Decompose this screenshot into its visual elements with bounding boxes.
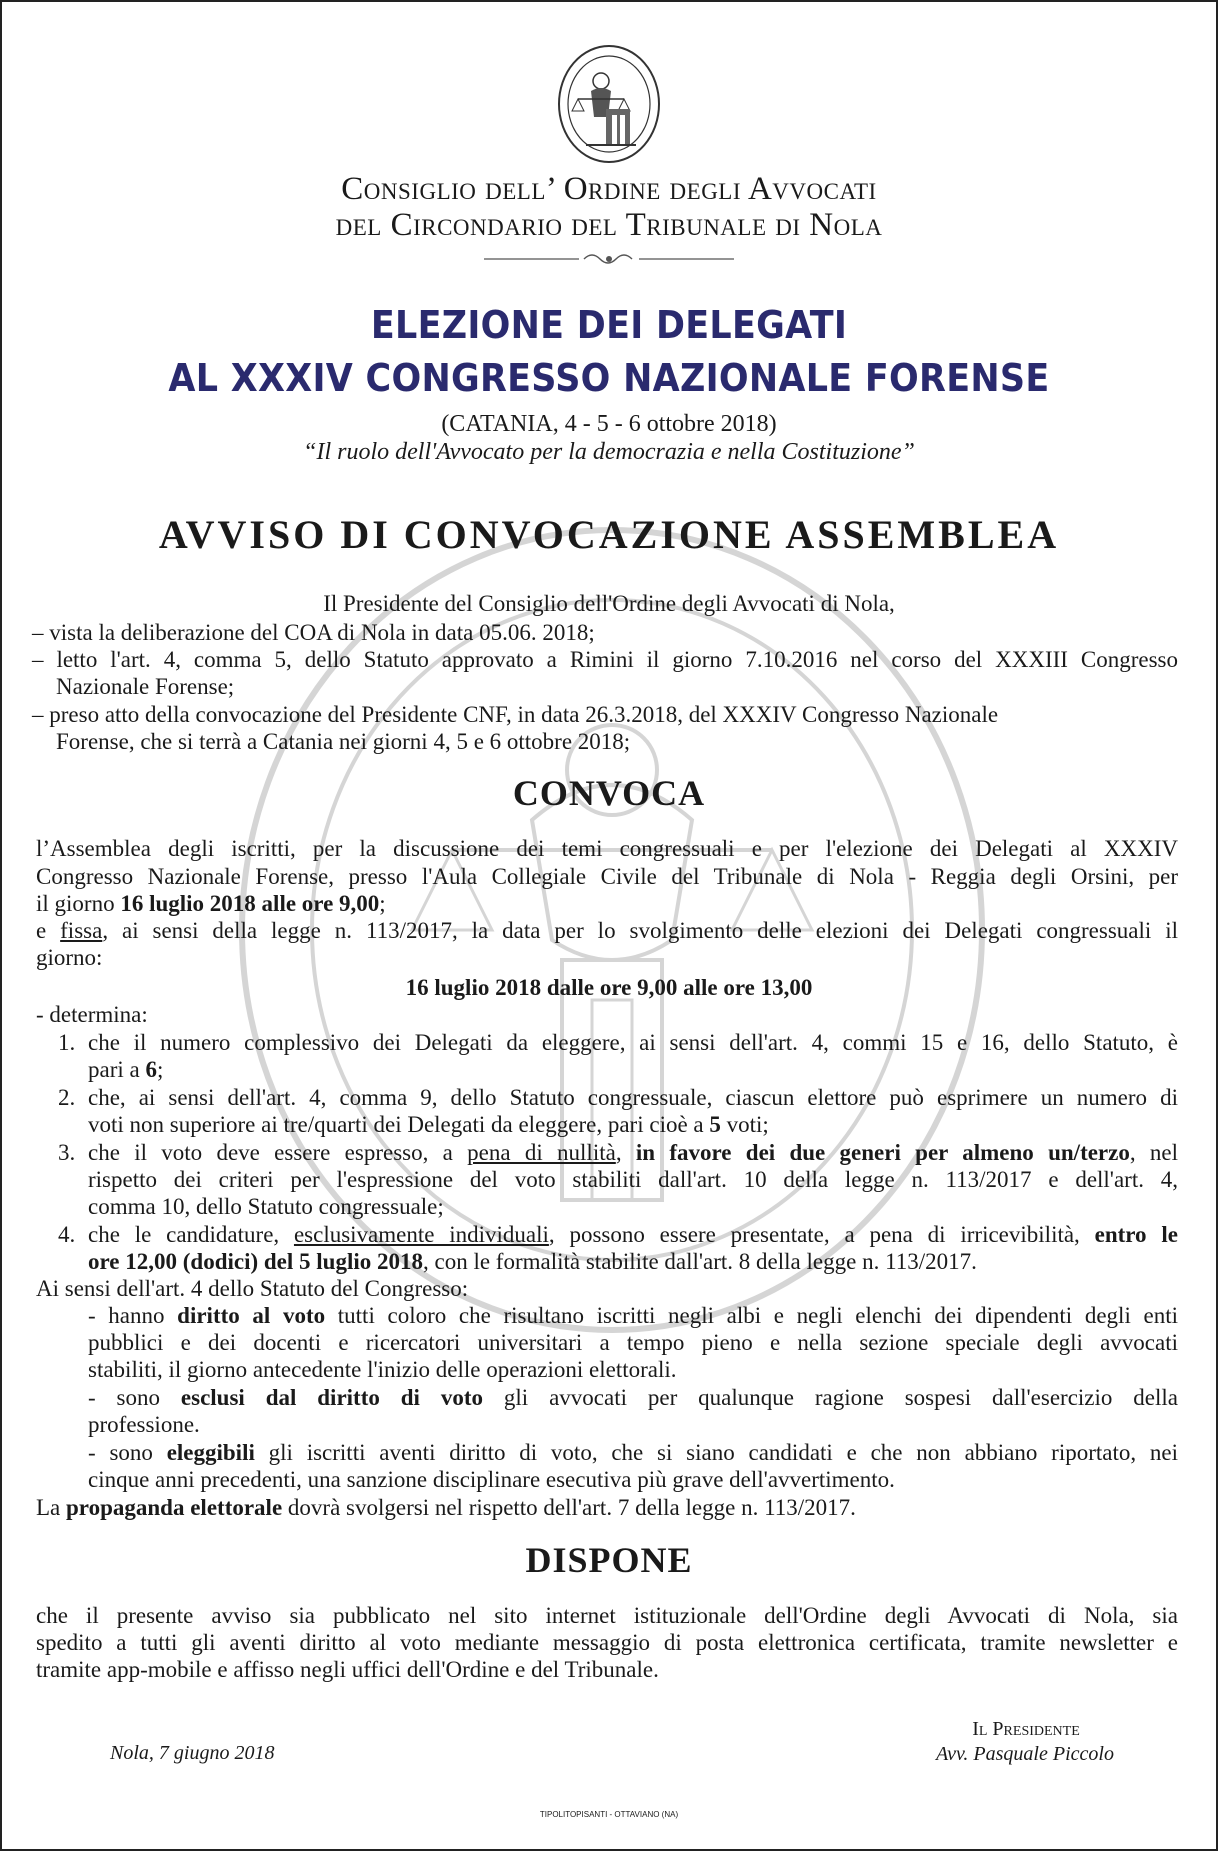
statuto-s3a: - sono eleggibili gli iscritti aventi diritto di voto, che si siano candidati e che non abbiano riportato, nei	[88, 1440, 1178, 1465]
convoca-p2a: e fissa, ai sensi della legge n. 113/2017, la data per lo svolgimento delle elezioni dei Delegati congressuali il	[36, 918, 1178, 943]
avviso-heading: AVVISO DI CONVOCAZIONE ASSEMBLEA	[158, 512, 1060, 557]
statuto-s2b: professione.	[88, 1412, 200, 1437]
statuto-s2a: - sono esclusi dal diritto di voto gli avvocati per qualunque ragione sospesi dall'esercizio della	[88, 1385, 1178, 1410]
ornament-divider	[484, 250, 734, 268]
item-1-line-a: che il numero complessivo dei Delegati da eleggere, ai sensi dell'art. 4, commi 15 e 16, dello Statuto, è	[88, 1030, 1178, 1055]
title-line-2: AL XXXIV CONGRESSO NAZIONALE FORENSE	[168, 356, 1050, 400]
printer-credit: TIPOLITOPISANTI - OTTAVIANO (NA)	[539, 1810, 679, 1819]
statuto-s1c: stabiliti, il giorno antecedente l'inizio delle operazioni elettorali.	[88, 1357, 677, 1382]
statuto-lead: Ai sensi dell'art. 4 dello Statuto del Congresso:	[36, 1276, 469, 1301]
convoca-heading: CONVOCA	[512, 773, 706, 813]
dispone-line-3: tramite app-mobile e affisso negli uffici dell'Ordine e del Tribunale.	[36, 1657, 659, 1682]
item-4-line-a: che le candidature, esclusivamente individuali, possono essere presentate, a pena di irricevibilità, entro le	[88, 1222, 1178, 1247]
item-2-line-b: voti non superiore ai tre/quarti dei Delegati da eleggere, pari cioè a 5 voti;	[88, 1112, 769, 1137]
convoca-p1a: l’Assemblea degli iscritti, per la discussione dei temi congressuali e per l'elezione dei Delegati al XXXIV	[36, 836, 1178, 861]
convoca-p1b: Congresso Nazionale Forense, presso l'Aula Collegiale Civile del Tribunale di Nola - Reggia degli Orsini, per	[36, 864, 1178, 889]
item-4-number: 4.	[58, 1222, 76, 1247]
intro-lead: Il Presidente del Consiglio dell'Ordine degli Avvocati di Nola,	[323, 591, 895, 616]
seal-logo	[556, 43, 662, 165]
item-4-line-b: ore 12,00 (dodici) del 5 luglio 2018, con le formalità stabilite dall'art. 8 della legge n. 113/2017.	[88, 1249, 977, 1274]
signature-name: Avv. Pasquale Piccolo	[936, 1743, 1114, 1765]
item-2-line-a: che, ai sensi dell'art. 4, comma 9, dello Statuto congressuale, ciascun elettore può esprimere un numero di	[88, 1085, 1178, 1110]
item-1-line-b: pari a 6;	[88, 1057, 164, 1082]
header-line-2: del Circondario del Tribunale di Nola	[335, 207, 883, 243]
determina-label: - determina:	[36, 1002, 148, 1027]
item-3-line-c: comma 10, dello Statuto congressuale;	[88, 1194, 444, 1219]
event-motto: “Il ruolo dell'Avvocato per la democrazia e nella Costituzione”	[303, 439, 915, 465]
intro-item-1: – vista la deliberazione del COA di Nola in data 05.06. 2018;	[32, 620, 595, 645]
statuto-s1a: - hanno diritto al voto tutti coloro che risultano iscritti negli albi e negli elenchi dei dipendenti degli enti	[88, 1303, 1178, 1328]
dispone-line-2: spedito a tutti gli aventi diritto al voto mediante messaggio di posta elettronica certificata, tramite newsletter e	[36, 1630, 1178, 1655]
item-3-line-a: che il voto deve essere espresso, a pena di nullità, in favore dei due generi per almeno un/terzo, nel	[88, 1140, 1179, 1165]
intro-item-2a: – letto l'art. 4, comma 5, dello Statuto approvato a Rimini il giorno 7.10.2016 nel corso del XXXIII Congresso	[32, 647, 1178, 672]
item-3-number: 3.	[58, 1140, 76, 1165]
item-2-number: 2.	[58, 1085, 76, 1110]
place-date: Nola, 7 giugno 2018	[110, 1742, 275, 1764]
convoca-p1c: il giorno 16 luglio 2018 alle ore 9,00;	[36, 891, 386, 916]
statuto-s3b: cinque anni precedenti, una sanzione disciplinare esecutiva più grave dell'avvertimento.	[88, 1467, 895, 1492]
propaganda-line: La propaganda elettorale dovrà svolgersi nel rispetto dell'art. 7 della legge n. 113/2017.	[36, 1495, 856, 1520]
event-place-date: (CATANIA, 4 - 5 - 6 ottobre 2018)	[441, 411, 777, 437]
header-line-1: Consiglio dell’ Ordine degli Avvocati	[341, 171, 877, 207]
statuto-s1b: pubblici e dei docenti e ricercatori universitari a tempo pieno e nella sezione speciale degli avvocati	[88, 1330, 1178, 1355]
item-1-number: 1.	[58, 1030, 76, 1055]
dispone-line-1: che il presente avviso sia pubblicato nel sito internet istituzionale dell'Ordine degli Avvocati di Nola, sia	[36, 1603, 1178, 1628]
intro-item-3b: Forense, che si terrà a Catania nei giorni 4, 5 e 6 ottobre 2018;	[56, 729, 631, 754]
intro-item-2b: Nazionale Forense;	[56, 674, 235, 699]
dispone-heading: DISPONE	[525, 1540, 693, 1580]
intro-item-3a: – preso atto della convocazione del Presidente CNF, in data 26.3.2018, del XXXIV Congresso Nazionale	[32, 702, 999, 727]
signature-role: Il Presidente	[972, 1718, 1080, 1740]
election-date: 16 luglio 2018 dalle ore 9,00 alle ore 13,00	[405, 975, 813, 1000]
convoca-p2b: giorno:	[36, 945, 103, 970]
title-line-1: ELEZIONE DEI DELEGATI	[370, 303, 848, 347]
item-3-line-b: rispetto dei criteri per l'espressione del voto stabiliti dall'art. 10 della legge n. 113/2017 e dell'art. 4,	[88, 1167, 1178, 1192]
